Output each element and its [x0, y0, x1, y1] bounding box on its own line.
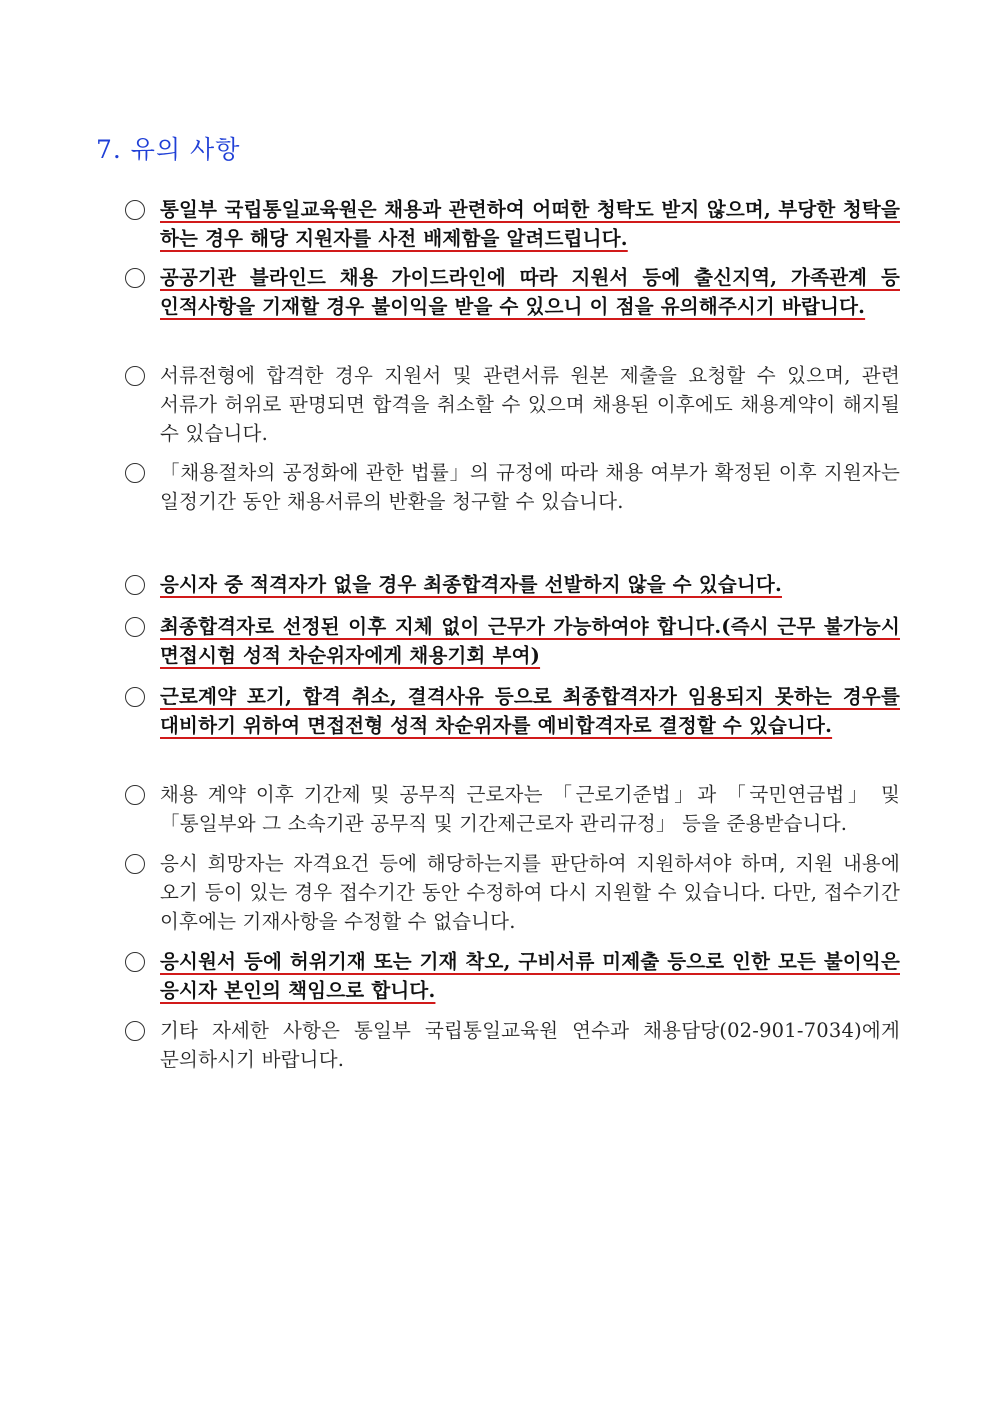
- circle-bullet-icon: [125, 785, 145, 805]
- notice-item: [125, 195, 900, 253]
- notice-item: [125, 849, 900, 936]
- notice-item: [125, 1016, 900, 1074]
- notice-text-emphasized: 응시자 중 적격자가 없을 경우 최종합격자를 선발하지 않을 수 있습니다.: [160, 573, 782, 596]
- circle-bullet-icon: [125, 687, 145, 707]
- notice-item: [125, 570, 900, 599]
- notice-text-emphasized: 통일부 국립통일교육원은 채용과 관련하여 어떠한 청탁도 받지 않으며, 부당한 청탁을 하는 경우 해당 지원자를 사전 배제함을 알려드립니다.: [160, 198, 900, 250]
- notice-text-emphasized: 공공기관 블라인드 채용 가이드라인에 따라 지원서 등에 출신지역, 가족관계 등 인적사항을 기재할 경우 불이익을 받을 수 있으니 이 점을 유의해주시기 바랍니다.: [160, 266, 900, 318]
- circle-bullet-icon: [125, 1021, 145, 1041]
- notice-text: 응시 희망자는 자격요건 등에 해당하는지를 판단하여 지원하셔야 하며, 지원 내용에 오기 등이 있는 경우 접수기간 동안 수정하여 다시 지원할 수 있습니다. 다만, 접수기간 이후에는 기재사항을 수정할 수 없습니다.: [160, 852, 900, 933]
- notice-text: 「채용절차의 공정화에 관한 법률」의 규정에 따라 채용 여부가 확정된 이후 지원자는 일정기간 동안 채용서류의 반환을 청구할 수 있습니다.: [160, 461, 900, 513]
- notice-text: 채용 계약 이후 기간제 및 공무직 근로자는 「근로기준법」과 「국민연금법」 및 「통일부와 그 소속기관 공무직 및 기간제근로자 관리규정」 등을 준용받습니다.: [160, 783, 900, 835]
- notice-text-emphasized: 응시원서 등에 허위기재 또는 기재 착오, 구비서류 미제출 등으로 인한 모든 불이익은 응시자 본인의 책임으로 합니다.: [160, 950, 900, 1002]
- notice-text: 기타 자세한 사항은 통일부 국립통일교육원 연수과 채용담당(02-901-7034)에게 문의하시기 바랍니다.: [160, 1019, 900, 1071]
- notice-item: [125, 361, 900, 448]
- circle-bullet-icon: [125, 268, 145, 288]
- circle-bullet-icon: [125, 463, 145, 483]
- notice-item: [125, 780, 900, 838]
- notice-item: [125, 947, 900, 1005]
- notice-item: [125, 612, 900, 670]
- circle-bullet-icon: [125, 854, 145, 874]
- section-title: 7. 유의 사항: [96, 135, 241, 164]
- notice-text: 서류전형에 합격한 경우 지원서 및 관련서류 원본 제출을 요청할 수 있으며, 관련 서류가 허위로 판명되면 합격을 취소할 수 있으며 채용된 이후에도 채용계약이 해지될 수 있습니다.: [160, 364, 900, 445]
- notice-item: [125, 458, 900, 516]
- circle-bullet-icon: [125, 575, 145, 595]
- notice-text-emphasized: 근로계약 포기, 합격 취소, 결격사유 등으로 최종합격자가 임용되지 못하는 경우를 대비하기 위하여 면접전형 성적 차순위자를 예비합격자로 결정할 수 있습니다.: [160, 685, 900, 737]
- circle-bullet-icon: [125, 952, 145, 972]
- circle-bullet-icon: [125, 200, 145, 220]
- notice-text-emphasized: 최종합격자로 선정된 이후 지체 없이 근무가 가능하여야 합니다.(즉시 근무 불가능시 면접시험 성적 차순위자에게 채용기회 부여): [160, 615, 900, 667]
- notice-item: [125, 682, 900, 740]
- notice-item: [125, 263, 900, 321]
- circle-bullet-icon: [125, 366, 145, 386]
- circle-bullet-icon: [125, 617, 145, 637]
